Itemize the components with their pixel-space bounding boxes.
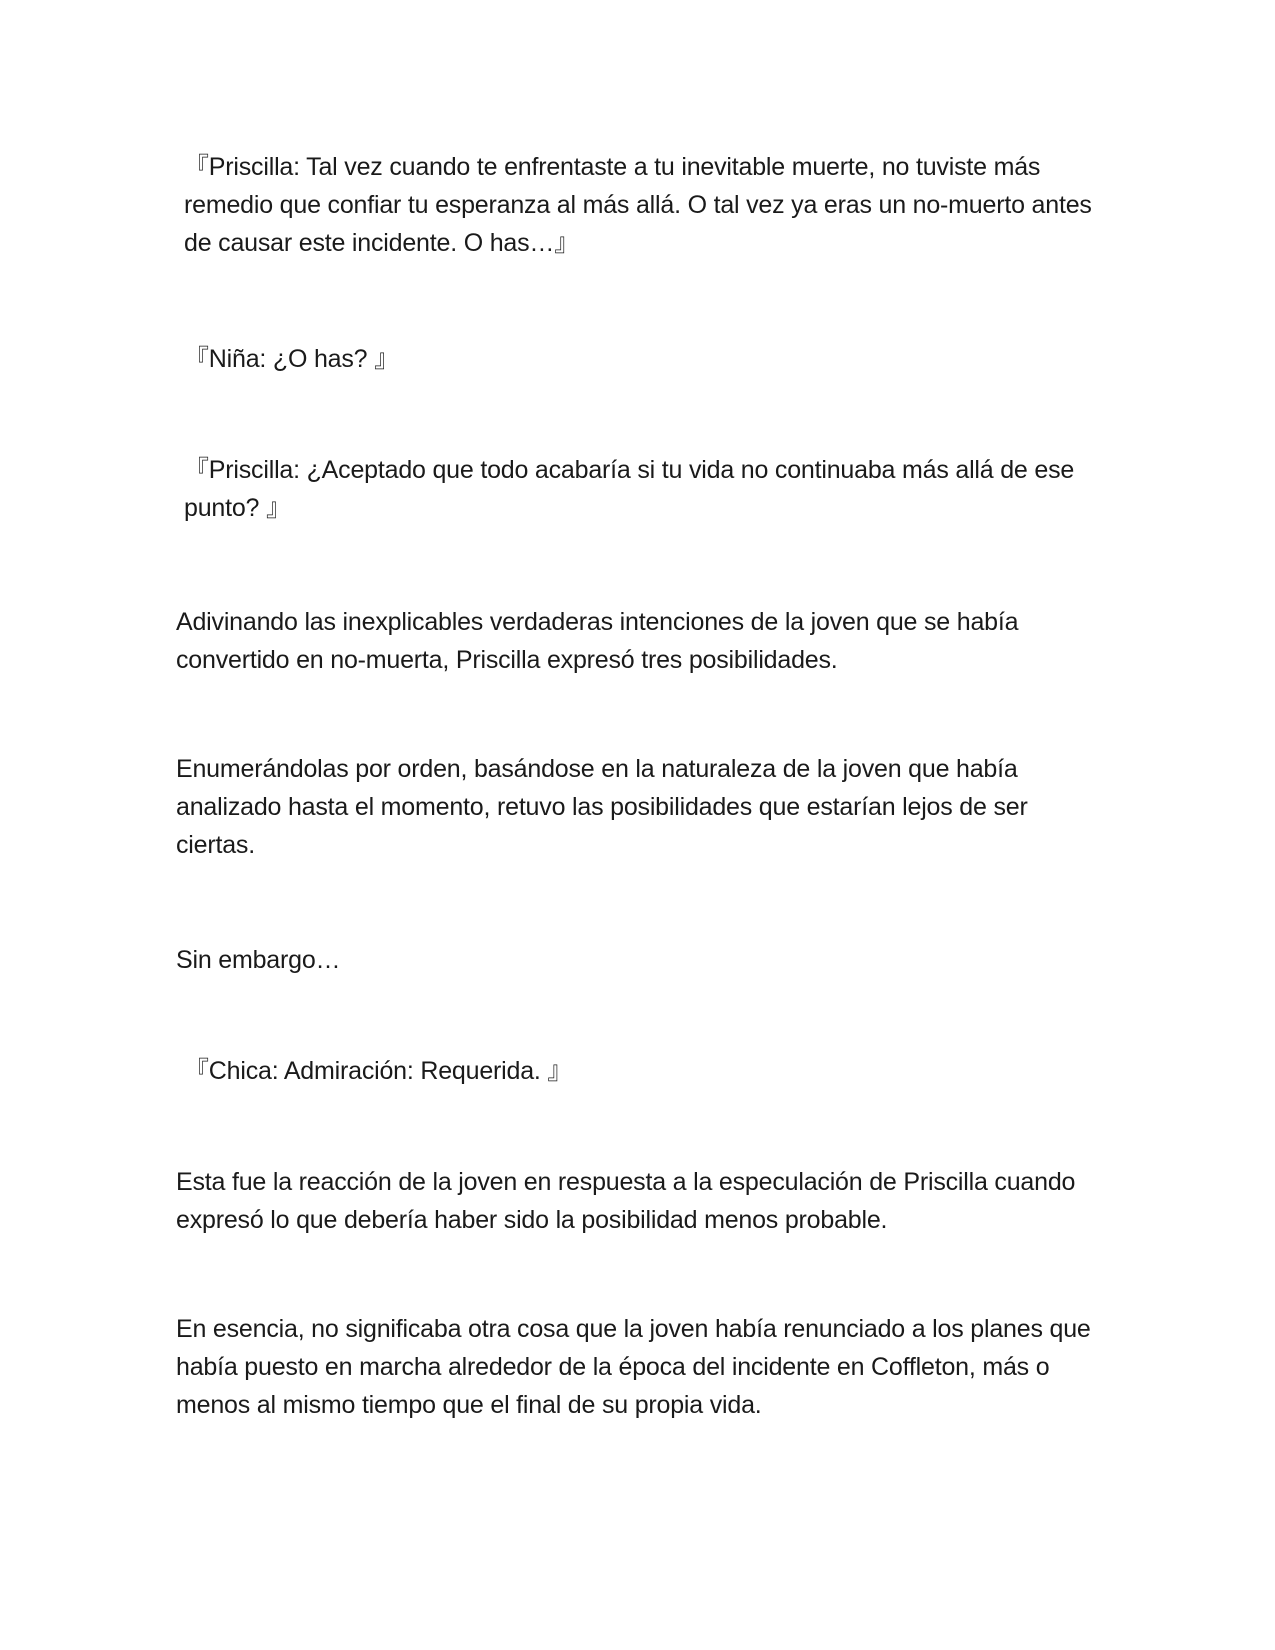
narration-paragraph-3: Sin embargo… (176, 946, 341, 974)
narration-paragraph-1: Adivinando las inexplicables verdaderas intenciones de la joven que se había convertido en no-muerta, Priscilla expresó tres posibilidades. (176, 608, 1019, 674)
dialogue-priscilla-1: 『Priscilla: Tal vez cuando te enfrentaste a tu inevitable muerte, no tuviste más remedio que confiar tu esperanza al más allá. O tal vez ya eras un no-muerto antes de causar este incidente. O has…』 (184, 153, 1092, 257)
dialogue-priscilla-2: 『Priscilla: ¿Aceptado que todo acabaría si tu vida no continuaba más allá de ese punto? 』 (184, 456, 1075, 522)
dialogue-chica: 『Chica: Admiración: Requerida. 』 (184, 1057, 573, 1085)
dialogue-nina: 『Niña: ¿O has? 』 (184, 345, 399, 373)
narration-paragraph-5: En esencia, no significaba otra cosa que la joven había renunciado a los planes que había puesto en marcha alrededor de la época del incidente en Coffleton, más o menos al mismo tiempo que el final de su propia vida. (176, 1315, 1091, 1419)
narration-paragraph-2: Enumerándolas por orden, basándose en la naturaleza de la joven que había analizado hasta el momento, retuvo las posibilidades que estarían lejos de ser ciertas. (176, 755, 1028, 859)
narration-paragraph-4: Esta fue la reacción de la joven en respuesta a la especulación de Priscilla cuando expresó lo que debería haber sido la posibilidad menos probable. (176, 1168, 1076, 1234)
